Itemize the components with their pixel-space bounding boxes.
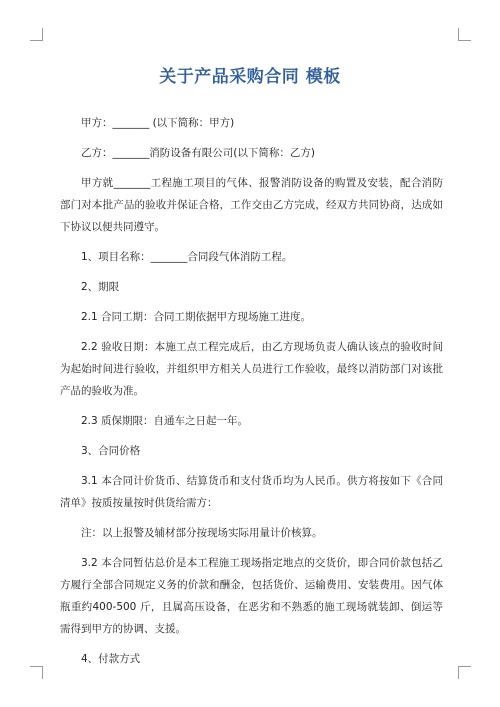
clause-3-2: 3.2 本合同暂估总价是本工程施工现场指定地点的交货价，即合同价款包括乙方履行全部合同规定义务的价款和酬金，包括货价、运输费用、安装费用。因气体瓶重约400-500 斤，且属高压设备，在恶劣和不熟悉的施工现场就装卸、倒运等需得到甲方的协调、支援。 xyxy=(60,557,443,635)
clause-2-1: 2.1 合同工期：合同工期依据甲方现场施工进度。 xyxy=(81,311,312,323)
party-b-line: 乙方：_______消防设备有限公司(以下简称：乙方) xyxy=(81,147,315,159)
party-a-line: 甲方：_______ (以下简称：甲方) xyxy=(81,117,235,129)
section-heading-price: 3、合同价格 xyxy=(81,445,141,457)
crop-mark-top-right xyxy=(458,28,471,41)
project-name-clause: 1、项目名称：_______合同段气体消防工程。 xyxy=(81,251,293,263)
crop-mark-bottom-right xyxy=(458,666,471,679)
clause-2-3: 2.3 质保期限：自通车之日起一年。 xyxy=(81,415,249,427)
note-line: 注：以上报警及辅材部分按现场实际用量计价核算。 xyxy=(81,527,323,539)
document-body xyxy=(60,112,443,678)
clause-2-2: 2.2 验收日期：本施工点工程完成后，由乙方现场负责人确认该点的验收时间为起始时间进行验收，并组织甲方相关人员进行工作验收，最终以消防部门对该批产品的验收为准。 xyxy=(60,341,443,397)
crop-mark-top-left xyxy=(30,28,43,41)
section-heading-term: 2、期限 xyxy=(81,281,120,293)
preamble-paragraph: 甲方就_______工程施工项目的气体、报警消防设备的购置及安装，配合消防部门对本批产品的验收并保证合格，工作交由乙方完成，经双方共同协商，达成如下协议以便共同遵守。 xyxy=(60,177,443,233)
crop-mark-bottom-left xyxy=(30,666,43,679)
clause-3-1: 3.1 本合同计价货币、结算货币和支付货币均为人民币。供方将按如下《合同清单》按质按量按时供货给需方： xyxy=(60,475,443,509)
document-title: 关于产品采购合同 模板 xyxy=(159,67,341,87)
section-heading-payment: 4、付款方式 xyxy=(81,653,141,665)
